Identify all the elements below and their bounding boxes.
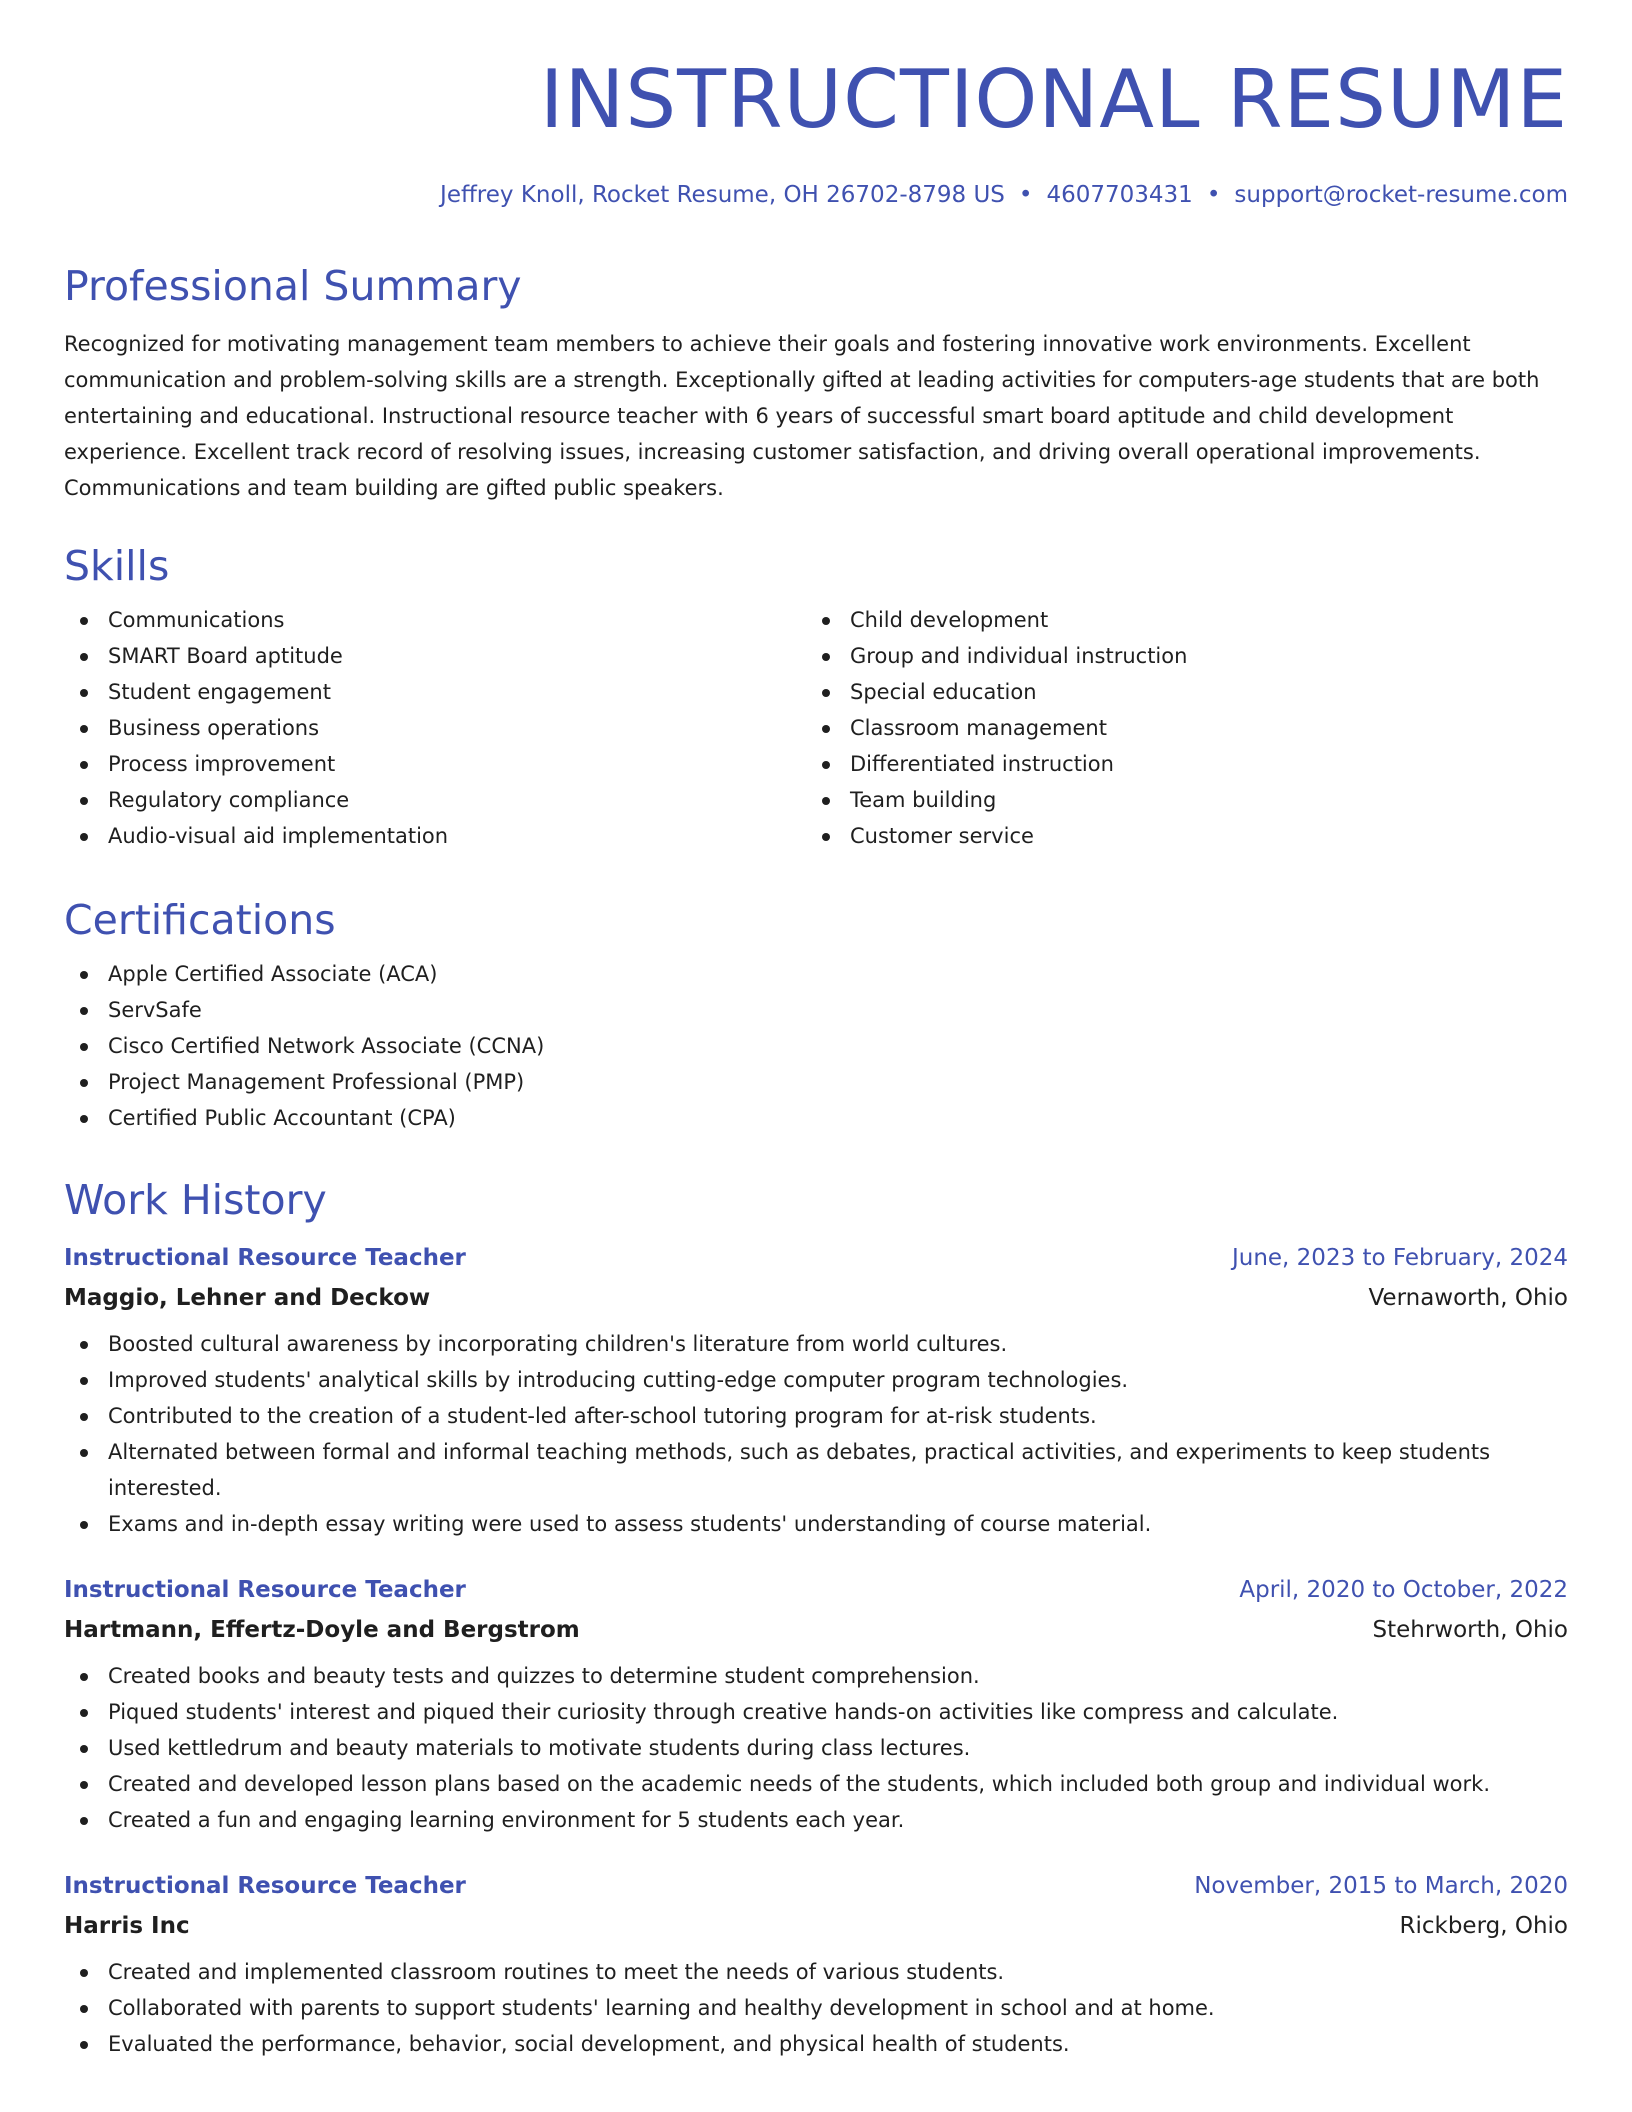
work-history-heading: Work History: [64, 1176, 327, 1224]
job-bullet: Created books and beauty tests and quizzes to determine student comprehension.: [64, 1658, 1568, 1694]
contact-separator: •: [1206, 182, 1221, 208]
job-entry: [64, 1866, 1568, 2062]
list-item: Business operations: [64, 710, 806, 746]
certifications-heading: Certifications: [64, 896, 336, 944]
job-bullet: Created a fun and engaging learning environment for 5 students each year.: [64, 1802, 1568, 1838]
job-location: Vernaworth, Ohio: [1368, 1285, 1568, 1311]
job-company-row: [64, 1278, 1568, 1318]
job-company: Hartmann, Effertz-Doyle and Bergstrom: [64, 1617, 580, 1643]
job-company: Maggio, Lehner and Deckow: [64, 1285, 431, 1311]
job-dates: June, 2023 to February, 2024: [1231, 1245, 1568, 1271]
list-item: Audio-visual aid implementation: [64, 818, 806, 854]
list-item: Student engagement: [64, 674, 806, 710]
list-item: Communications: [64, 602, 806, 638]
job-bullets: [64, 1326, 1568, 1542]
contact-address: Jeffrey Knoll, Rocket Resume, OH 26702-8798 US: [440, 182, 1005, 208]
job-title: Instructional Resource Teacher: [64, 1873, 466, 1899]
job-title-row: [64, 1866, 1568, 1906]
job-bullet: Piqued students' interest and piqued their curiosity through creative hands-on activities like compress and calculate.: [64, 1694, 1568, 1730]
list-item: Child development: [806, 602, 1548, 638]
job-dates: November, 2015 to March, 2020: [1194, 1873, 1568, 1899]
job-bullets: [64, 1658, 1568, 1838]
job-bullet: Improved students' analytical skills by introducing cutting-edge computer program technologies.: [64, 1362, 1568, 1398]
job-entry: [64, 1570, 1568, 1838]
list-item: Regulatory compliance: [64, 782, 806, 818]
list-item: Process improvement: [64, 746, 806, 782]
job-bullet: Contributed to the creation of a student-led after-school tutoring program for at-risk students.: [64, 1398, 1568, 1434]
job-bullet: Alternated between formal and informal teaching methods, such as debates, practical activities, and experiments to keep students interested.: [64, 1434, 1568, 1506]
jobs-list: [64, 1238, 1568, 2062]
list-item: SMART Board aptitude: [64, 638, 806, 674]
job-title: Instructional Resource Teacher: [64, 1577, 466, 1603]
summary-section: [64, 260, 1568, 506]
job-bullets: [64, 1954, 1568, 2062]
skills-section: [64, 540, 1568, 854]
list-item: Differentiated instruction: [806, 746, 1548, 782]
contact-separator: •: [1018, 182, 1033, 208]
summary-heading: Professional Summary: [64, 262, 522, 310]
list-item: Certified Public Accountant (CPA): [64, 1100, 1568, 1136]
list-item: Special education: [806, 674, 1548, 710]
job-location: Stehrworth, Ohio: [1372, 1617, 1568, 1643]
job-bullet: Boosted cultural awareness by incorporating children's literature from world cultures.: [64, 1326, 1568, 1362]
list-item: ServSafe: [64, 992, 1568, 1028]
job-entry: [64, 1238, 1568, 1542]
skills-list-right: [806, 602, 1548, 854]
summary-text: Recognized for motivating management team members to achieve their goals and fostering innovative work environments. Excellent communication and problem-solving skills are a strength. Exceptionally gifted at leading activities for computers-age students that are both entertaining and educational. Instructional resource teacher with 6 years of successful smart board aptitude and child development experience. Excellent track record of resolving issues, increasing customer satisfaction, and driving overall operational improvements. Communications and team building are gifted public speakers.: [64, 332, 1540, 500]
job-company-row: [64, 1610, 1568, 1650]
skills-columns: [64, 592, 1568, 854]
job-company: Harris Inc: [64, 1913, 190, 1939]
skills-list-left: [64, 602, 806, 854]
contact-email: support@rocket-resume.com: [1234, 182, 1568, 208]
job-title-row: [64, 1570, 1568, 1610]
job-bullet: Collaborated with parents to support students' learning and healthy development in school and at home.: [64, 1990, 1568, 2026]
job-bullet: Used kettledrum and beauty materials to motivate students during class lectures.: [64, 1730, 1568, 1766]
job-bullet: Created and developed lesson plans based on the academic needs of the students, which included both group and individual work.: [64, 1766, 1568, 1802]
job-company-row: [64, 1906, 1568, 1946]
list-item: Customer service: [806, 818, 1548, 854]
certifications-list: [64, 956, 1568, 1136]
list-item: Cisco Certified Network Associate (CCNA): [64, 1028, 1568, 1064]
resume-page: [64, 0, 1568, 2112]
job-bullet: Created and implemented classroom routines to meet the needs of various students.: [64, 1954, 1568, 1990]
contact-info: [440, 180, 1568, 210]
contact-phone: 4607703431: [1046, 182, 1193, 208]
work-history-section: [64, 1174, 1568, 2062]
job-bullet: Evaluated the performance, behavior, social development, and physical health of students.: [64, 2026, 1568, 2062]
certifications-section: [64, 894, 1568, 1136]
resume-title: INSTRUCTIONAL RESUME: [539, 53, 1568, 146]
list-item: Team building: [806, 782, 1548, 818]
skills-heading: Skills: [64, 542, 170, 590]
list-item: Group and individual instruction: [806, 638, 1548, 674]
list-item: Classroom management: [806, 710, 1548, 746]
list-item: Project Management Professional (PMP): [64, 1064, 1568, 1100]
job-title: Instructional Resource Teacher: [64, 1245, 466, 1271]
job-bullet: Exams and in-depth essay writing were used to assess students' understanding of course material.: [64, 1506, 1568, 1542]
job-dates: April, 2020 to October, 2022: [1239, 1577, 1568, 1603]
job-title-row: [64, 1238, 1568, 1278]
job-location: Rickberg, Ohio: [1399, 1913, 1568, 1939]
list-item: Apple Certified Associate (ACA): [64, 956, 1568, 992]
